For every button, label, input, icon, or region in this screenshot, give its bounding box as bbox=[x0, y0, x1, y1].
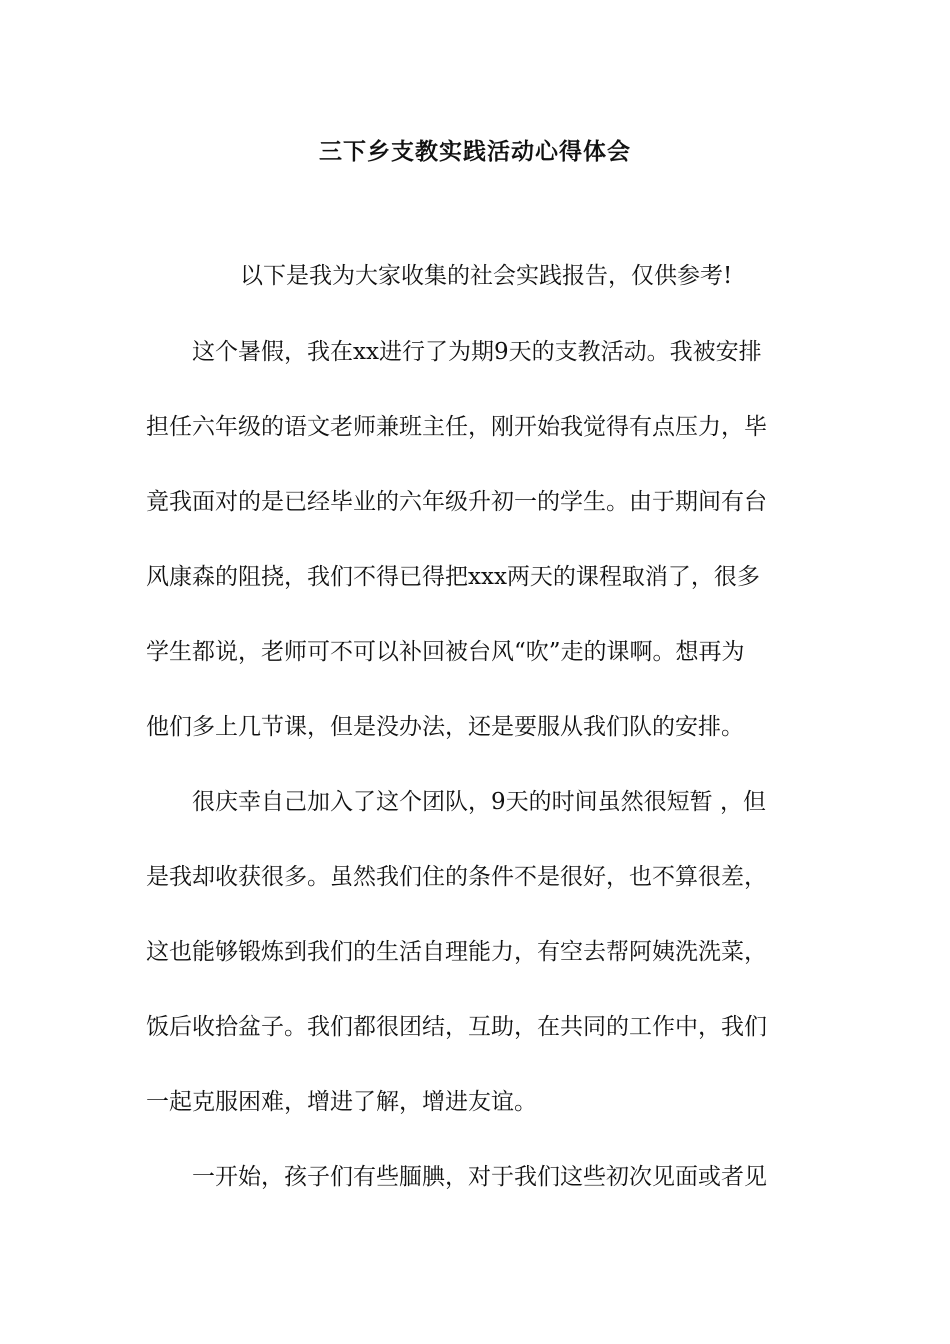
paragraph-1-line-3: 竟我面对的是已经毕业的六年级升初一的学生。由于期间有台 bbox=[146, 489, 767, 515]
paragraph-1-line-5: 学生都说，老师可不可以补回被台风“吹”走的课啊。想再为 bbox=[146, 639, 745, 665]
paragraph-2-line-5: 一起克服困难，增进了解，增进友谊。 bbox=[146, 1089, 537, 1115]
intro-line: 以下是我为大家收集的社会实践报告，仅供参考! bbox=[240, 263, 733, 289]
paragraph-1-line-6: 他们多上几节课，但是没办法，还是要服从我们队的安排。 bbox=[146, 714, 744, 740]
paragraph-2-line-4: 饭后收拾盆子。我们都很团结，互助，在共同的工作中，我们 bbox=[146, 1014, 767, 1040]
paragraph-1-line-2: 担任六年级的语文老师兼班主任，刚开始我觉得有点压力，毕 bbox=[146, 414, 767, 440]
paragraph-1-line-4: 风康森的阻挠，我们不得已得把xxx两天的课程取消了，很多 bbox=[146, 564, 760, 590]
paragraph-3-line-1: 一开始，孩子们有些腼腆，对于我们这些初次见面或者见 bbox=[192, 1164, 767, 1190]
paragraph-2-line-1: 很庆幸自己加入了这个团队，9天的时间虽然很短暂 ，但 bbox=[192, 789, 766, 815]
document-title: 三下乡支教实践活动心得体会 bbox=[319, 138, 631, 165]
paragraph-2-line-2: 是我却收获很多。虽然我们住的条件不是很好，也不算很差， bbox=[146, 864, 767, 890]
paragraph-2-line-3: 这也能够锻炼到我们的生活自理能力，有空去帮阿姨洗洗菜， bbox=[146, 939, 767, 965]
paragraph-1-line-1: 这个暑假，我在xx进行了为期9天的支教活动。我被安排 bbox=[192, 339, 762, 365]
